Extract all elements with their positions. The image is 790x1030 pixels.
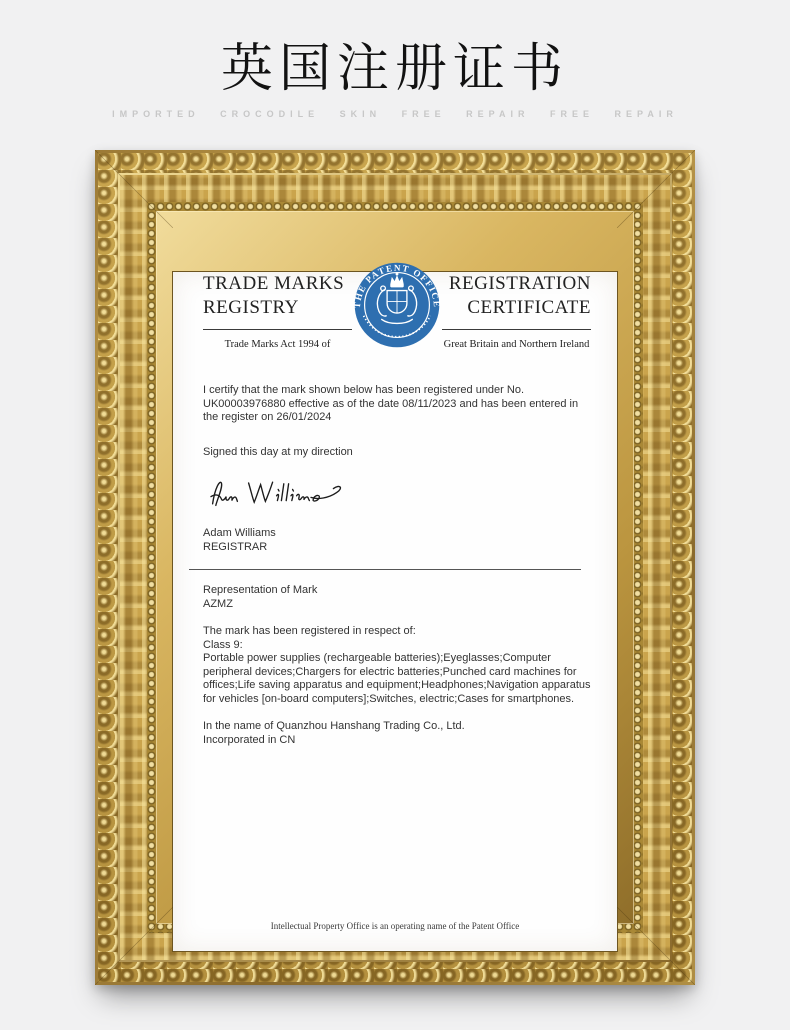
signer-name: Adam Williams (203, 527, 276, 539)
section-divider (189, 569, 581, 570)
gold-picture-frame (95, 150, 695, 985)
frame-acanthus-band (120, 175, 670, 960)
certificate-header (203, 262, 591, 350)
certificate-caption: Great Britain and Northern Ireland (443, 339, 590, 350)
signer-title: REGISTRAR (203, 540, 268, 553)
registry-title-line2: REGISTRY (203, 297, 299, 318)
owner-block (203, 720, 591, 747)
goods-paragraph: Portable power supplies (rechargeable batteries);Eyeglasses;Computer peripheral devices;Chargers for electric batteries;Punched card machines for offices;Life saving apparatus and equipment;Headphones;Navigation apparatus for vehicles [on-board computers];Switches, electric;Cases for smartphones. (203, 652, 591, 705)
signed-line: Signed this day at my direction (203, 445, 353, 458)
certificate-title-line1: REGISTRATION (448, 273, 591, 294)
frame-inner-slope (156, 211, 634, 931)
registry-title (203, 272, 352, 320)
footer-note: Intellectual Property Office is an operating name of the Patent Office (270, 921, 520, 931)
patent-office-seal (352, 260, 442, 350)
representation-label: Representation of Mark (203, 584, 318, 596)
owner-line: In the name of Quanzhou Hanshang Trading Co., Ltd. (203, 720, 465, 732)
class-line: Class 9: (203, 638, 243, 651)
frame-outer-carved-band (98, 153, 692, 982)
signature-image (205, 475, 345, 515)
frame-ridge (118, 173, 672, 962)
certificate-title-block (442, 272, 591, 350)
registry-title-line1: TRADE MARKS (203, 273, 345, 294)
certificate-rule (442, 329, 591, 330)
signer-block (203, 527, 591, 554)
page-subtitle: IMPORTED CROCODILE SKIN FREE REPAIR FREE REPAIR (112, 109, 678, 119)
registry-caption: Trade Marks Act 1994 of (224, 339, 331, 350)
respect-line: The mark has been registered in respect of: (203, 625, 416, 637)
registry-rule (203, 329, 352, 330)
top-banner (0, 0, 790, 119)
registry-title-block (203, 272, 352, 350)
certify-paragraph: I certify that the mark shown below has been registered under No. UK00003976880 effective as of the date 08/11/2023 and has been entered in the register on 26/01/2024 (203, 384, 579, 423)
representation-block (203, 584, 591, 611)
mark-name: AZMZ (203, 597, 233, 610)
certificate-title-line2: CERTIFICATE (467, 297, 591, 318)
certificate-title (442, 272, 591, 320)
goods-block (203, 625, 591, 706)
seal-arc-text: THE PATENT OFFICE (352, 262, 442, 309)
certificate-paper (173, 262, 617, 951)
frame-bead-band (147, 202, 643, 933)
page-title: 英国注册证书 (220, 40, 569, 98)
incorporated-line: Incorporated in CN (203, 733, 296, 746)
